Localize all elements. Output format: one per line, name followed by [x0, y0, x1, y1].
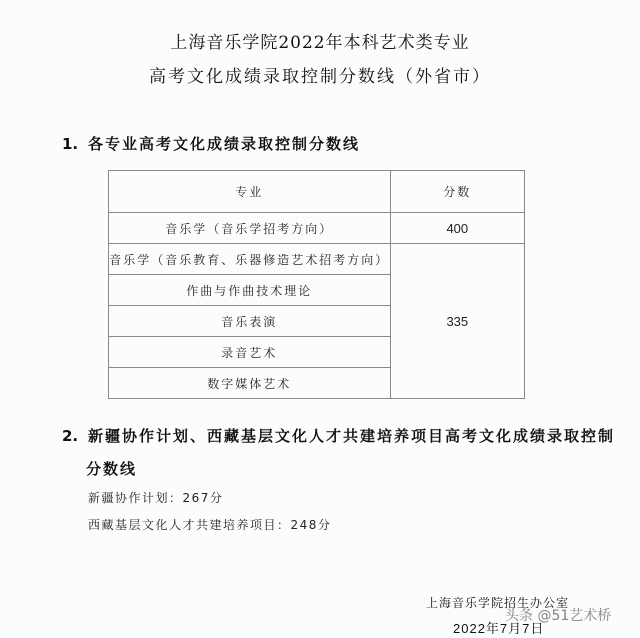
section2-heading [62, 425, 615, 446]
score-table [108, 170, 525, 399]
document-title-line2: 高考文化成绩录取控制分数线（外省市） [149, 67, 491, 87]
major-cell: 数字媒体艺术 [109, 368, 391, 399]
issuing-office: 上海音乐学院招生办公室 [426, 596, 570, 610]
section1-number: 1. [62, 135, 79, 153]
major-cell: 作曲与作曲技术理论 [109, 275, 391, 306]
document-title-line1: 上海音乐学院2022年本科艺术类专业 [170, 33, 470, 53]
score-cell: 400 [390, 213, 524, 244]
score-cell-merged: 335 [390, 244, 524, 399]
section2-number: 2. [62, 427, 79, 445]
major-cell: 音乐学（音乐学招考方向） [109, 213, 391, 244]
section2-heading-cont: 分数线 [86, 460, 138, 478]
section1-heading [62, 133, 360, 154]
watermark: 头条 @51艺术桥 [505, 608, 612, 624]
table-header-row [109, 171, 525, 213]
major-cell: 音乐表演 [109, 306, 391, 337]
issue-date: 2022年7月7日 [453, 621, 545, 636]
section1-heading-text: 各专业高考文化成绩录取控制分数线 [88, 135, 361, 153]
section2-heading-text: 新疆协作计划、西藏基层文化人才共建培养项目高考文化成绩录取控制 [88, 427, 616, 445]
table-row [109, 244, 525, 275]
xinjiang-score-line: 新疆协作计划：267分 [88, 491, 224, 505]
header-major: 专业 [109, 171, 391, 213]
table-row [109, 213, 525, 244]
header-score: 分数 [390, 171, 524, 213]
major-cell: 音乐学（音乐教育、乐器修造艺术招考方向） [109, 244, 391, 275]
tibet-score-line: 西藏基层文化人才共建培养项目：248分 [88, 518, 332, 532]
major-cell: 录音艺术 [109, 337, 391, 368]
